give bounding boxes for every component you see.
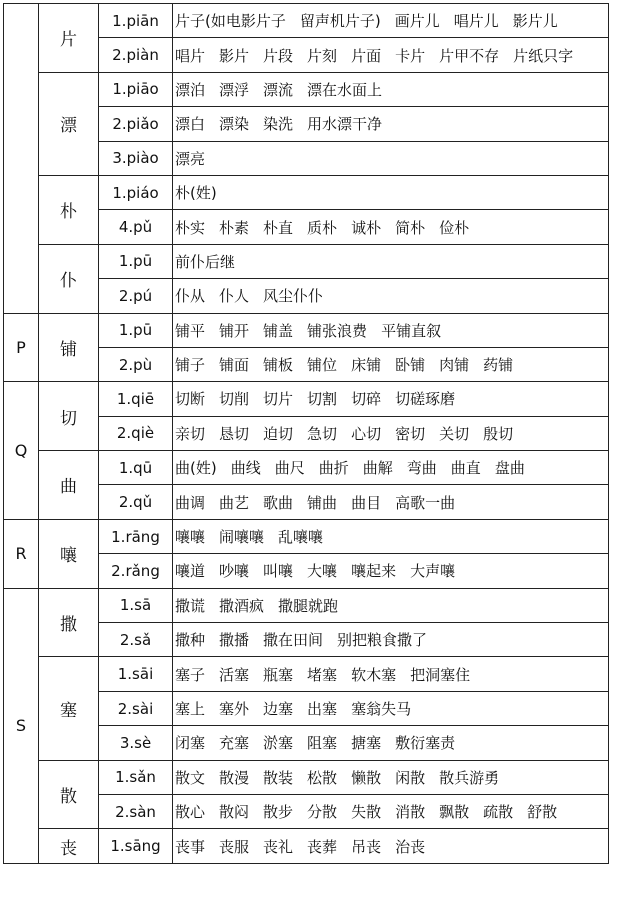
example-word: 治丧	[395, 837, 426, 856]
polyphonic-character-table	[3, 3, 609, 864]
example-word: 唱片	[175, 46, 206, 65]
character-cell: 仆	[39, 244, 99, 313]
example-word: 切断	[175, 390, 206, 409]
example-word: 撒酒疯	[219, 596, 265, 615]
example-word: 关切	[439, 424, 470, 443]
example-word: 搪塞	[351, 734, 382, 753]
pinyin-cell: 2.qiè	[99, 416, 173, 450]
example-word: 切削	[219, 390, 250, 409]
example-word: 染洗	[263, 115, 294, 134]
example-word: 前仆后继	[175, 252, 236, 271]
pinyin-cell: 2.sài	[99, 691, 173, 725]
example-words-cell	[173, 38, 609, 72]
character-cell: 丧	[39, 829, 99, 863]
example-word: 飘散	[439, 803, 470, 822]
example-word: 铺面	[219, 356, 250, 375]
example-word: 丧礼	[263, 837, 294, 856]
example-words-cell	[173, 726, 609, 760]
example-words-cell	[173, 107, 609, 141]
example-words-cell	[173, 588, 609, 622]
example-word: 散心	[175, 803, 206, 822]
character-cell: 曲	[39, 451, 99, 520]
example-word: 亲切	[175, 424, 206, 443]
example-word: 铺板	[263, 356, 294, 375]
example-word: 吊丧	[351, 837, 382, 856]
example-word: 舒散	[527, 803, 558, 822]
example-word: 铺位	[307, 356, 338, 375]
pinyin-cell: 2.qǔ	[99, 485, 173, 519]
example-word: 曲直	[450, 459, 481, 478]
example-words-cell	[173, 72, 609, 106]
example-word: 散装	[263, 768, 294, 787]
example-words-cell	[173, 175, 609, 209]
example-word: 漂亮	[175, 149, 206, 168]
example-word: 活塞	[219, 665, 250, 684]
example-word: 吵嚷	[219, 562, 250, 581]
pinyin-cell: 1.qū	[99, 451, 173, 485]
example-word: 失散	[351, 803, 382, 822]
example-word: 丧服	[219, 837, 250, 856]
example-word: 铺曲	[307, 493, 338, 512]
example-word: 床铺	[351, 356, 382, 375]
example-word: 大嚷	[307, 562, 338, 581]
example-word: 散文	[175, 768, 206, 787]
example-word: 塞上	[175, 700, 206, 718]
example-words-cell	[173, 416, 609, 450]
example-word: 撒播	[219, 631, 250, 650]
character-cell: 漂	[39, 72, 99, 175]
example-word: 铺开	[219, 321, 250, 340]
example-word: 切割	[307, 390, 338, 409]
example-word: 散漫	[219, 768, 250, 787]
example-word: 曲调	[175, 493, 206, 512]
example-word: 把洞塞住	[410, 665, 471, 684]
example-word: 撒在田间	[263, 631, 324, 650]
example-word: 漂流	[263, 80, 294, 99]
table-row	[4, 72, 609, 106]
example-words-cell	[173, 451, 609, 485]
example-word: 散步	[263, 803, 294, 822]
pinyin-cell: 1.rāng	[99, 519, 173, 553]
example-word: 懒散	[351, 768, 382, 787]
example-word: 曲折	[318, 459, 349, 478]
example-word: 撒种	[175, 631, 206, 650]
example-word: 叫嚷	[263, 562, 294, 581]
example-word: 质朴	[307, 218, 338, 237]
example-word: 切磋琢磨	[395, 390, 456, 409]
example-word: 闲散	[395, 768, 426, 787]
example-words-cell	[173, 210, 609, 244]
initial-letter-cell: S	[4, 588, 39, 863]
character-cell: 铺	[39, 313, 99, 382]
example-word: 出塞	[307, 700, 338, 718]
example-words-cell	[173, 760, 609, 794]
example-word: 影片	[219, 46, 250, 65]
example-word: 闭塞	[175, 734, 206, 753]
table-row	[4, 4, 609, 38]
table-row	[4, 829, 609, 863]
example-word: 朴(姓)	[175, 184, 217, 203]
example-word: 嚷道	[175, 562, 206, 581]
example-words-cell	[173, 347, 609, 381]
pinyin-cell: 2.piàn	[99, 38, 173, 72]
example-word: 塞子	[175, 665, 206, 684]
table-row	[4, 175, 609, 209]
example-word: 切碎	[351, 390, 382, 409]
pinyin-cell: 2.pù	[99, 347, 173, 381]
pinyin-cell: 1.pū	[99, 244, 173, 278]
example-word: 漂泊	[175, 80, 206, 99]
character-cell: 朴	[39, 175, 99, 244]
example-word: 仆人	[219, 287, 250, 306]
example-word: 软木塞	[351, 665, 397, 684]
pinyin-cell: 1.sāng	[99, 829, 173, 863]
example-word: 朴素	[219, 218, 250, 237]
example-word: 别把粮食撒了	[337, 631, 428, 650]
example-word: 边塞	[263, 700, 294, 718]
example-word: 曲线	[230, 459, 261, 478]
pinyin-cell: 2.piǎo	[99, 107, 173, 141]
example-word: 弯曲	[406, 459, 437, 478]
example-word: 撒谎	[175, 596, 206, 615]
example-words-cell	[173, 313, 609, 347]
example-word: 影片儿	[512, 12, 558, 31]
example-word: 丧葬	[307, 837, 338, 856]
pinyin-cell: 1.sā	[99, 588, 173, 622]
example-word: 乱嚷嚷	[278, 528, 324, 547]
character-cell: 塞	[39, 657, 99, 760]
example-word: 曲解	[362, 459, 393, 478]
example-word: 卧铺	[395, 356, 426, 375]
table-row	[4, 244, 609, 278]
character-cell: 嚷	[39, 519, 99, 588]
example-word: 散闷	[219, 803, 250, 822]
pinyin-cell: 3.piào	[99, 141, 173, 175]
pinyin-cell: 2.sàn	[99, 794, 173, 828]
example-word: 铺张浪费	[307, 321, 368, 340]
example-words-cell	[173, 691, 609, 725]
character-cell: 片	[39, 4, 99, 73]
example-word: 阻塞	[307, 734, 338, 753]
initial-letter-cell: P	[4, 313, 39, 382]
example-word: 铺子	[175, 356, 206, 375]
example-word: 恳切	[219, 424, 250, 443]
example-word: 风尘仆仆	[263, 287, 324, 306]
example-word: 片段	[263, 46, 294, 65]
example-word: 留声机片子)	[299, 12, 381, 31]
example-word: 曲目	[351, 493, 382, 512]
example-word: 用水漂干净	[307, 115, 383, 134]
example-word: 疏散	[483, 803, 514, 822]
example-word: 散兵游勇	[439, 768, 500, 787]
example-word: 嚷嚷	[175, 528, 206, 547]
example-words-cell	[173, 382, 609, 416]
pinyin-cell: 1.sāi	[99, 657, 173, 691]
pinyin-cell: 2.rǎng	[99, 554, 173, 588]
pinyin-cell: 1.qiē	[99, 382, 173, 416]
initial-letter-cell: R	[4, 519, 39, 588]
example-word: 肉铺	[439, 356, 470, 375]
example-word: 心切	[351, 424, 382, 443]
character-cell: 撒	[39, 588, 99, 657]
example-word: 盘曲	[494, 459, 525, 478]
example-words-cell	[173, 829, 609, 863]
example-words-cell	[173, 485, 609, 519]
example-word: 卡片	[395, 46, 426, 65]
example-word: 消散	[395, 803, 426, 822]
example-word: 片甲不存	[439, 46, 500, 65]
example-word: 瓶塞	[263, 665, 294, 684]
example-word: 密切	[395, 424, 426, 443]
example-word: 铺盖	[263, 321, 294, 340]
pinyin-cell: 1.sǎn	[99, 760, 173, 794]
table-row	[4, 382, 609, 416]
table-row	[4, 451, 609, 485]
example-word: 分散	[307, 803, 338, 822]
table-row	[4, 519, 609, 553]
pinyin-cell: 2.sǎ	[99, 623, 173, 657]
example-word: 撒腿就跑	[278, 596, 339, 615]
example-word: 朴实	[175, 218, 206, 237]
example-word: 仆从	[175, 287, 206, 306]
table-row	[4, 760, 609, 794]
example-word: 淤塞	[263, 734, 294, 753]
example-word: 曲(姓)	[175, 459, 217, 478]
example-word: 药铺	[483, 356, 514, 375]
pinyin-cell: 4.pǔ	[99, 210, 173, 244]
example-word: 片面	[351, 46, 382, 65]
example-word: 曲艺	[219, 493, 250, 512]
example-word: 歌曲	[263, 493, 294, 512]
pinyin-cell: 3.sè	[99, 726, 173, 760]
character-cell: 散	[39, 760, 99, 829]
example-words-cell	[173, 279, 609, 313]
example-word: 片子(如电影片子	[175, 12, 286, 31]
example-words-cell	[173, 794, 609, 828]
example-word: 嚷起来	[351, 562, 397, 581]
example-word: 唱片儿	[453, 12, 499, 31]
example-word: 漂白	[175, 115, 206, 134]
example-word: 塞外	[219, 700, 250, 718]
example-word: 高歌一曲	[395, 493, 456, 512]
example-words-cell	[173, 141, 609, 175]
table-body	[4, 4, 609, 864]
example-word: 画片儿	[394, 12, 440, 31]
example-words-cell	[173, 244, 609, 278]
pinyin-cell: 1.pū	[99, 313, 173, 347]
example-word: 迫切	[263, 424, 294, 443]
example-words-cell	[173, 519, 609, 553]
example-words-cell	[173, 554, 609, 588]
pinyin-cell: 1.piān	[99, 4, 173, 38]
pinyin-cell: 2.pú	[99, 279, 173, 313]
example-word: 堵塞	[307, 665, 338, 684]
example-word: 俭朴	[439, 218, 470, 237]
example-word: 急切	[307, 424, 338, 443]
example-word: 片纸只字	[513, 46, 574, 65]
example-words-cell	[173, 4, 609, 38]
example-word: 铺平	[175, 321, 206, 340]
example-word: 闹嚷嚷	[219, 528, 265, 547]
example-word: 漂染	[219, 115, 250, 134]
example-word: 曲尺	[274, 459, 305, 478]
initial-letter-cell: Q	[4, 382, 39, 520]
example-word: 片刻	[307, 46, 338, 65]
example-word: 漂浮	[219, 80, 250, 99]
example-word: 漂在水面上	[307, 80, 383, 99]
character-cell: 切	[39, 382, 99, 451]
example-words-cell	[173, 657, 609, 691]
example-word: 切片	[263, 390, 294, 409]
pinyin-cell: 1.piáo	[99, 175, 173, 209]
example-word: 大声嚷	[410, 562, 456, 581]
example-word: 诚朴	[351, 218, 382, 237]
pinyin-cell: 1.piāo	[99, 72, 173, 106]
example-word: 丧事	[175, 837, 206, 856]
example-words-cell	[173, 623, 609, 657]
example-word: 朴直	[263, 218, 294, 237]
example-word: 敷衍塞责	[395, 734, 456, 753]
initial-letter-cell	[4, 4, 39, 314]
example-word: 松散	[307, 768, 338, 787]
example-word: 平铺直叙	[381, 321, 442, 340]
table-row	[4, 588, 609, 622]
table-row	[4, 657, 609, 691]
example-word: 简朴	[395, 218, 426, 237]
example-word: 充塞	[219, 734, 250, 753]
example-word: 塞翁失马	[351, 700, 412, 718]
table-row	[4, 313, 609, 347]
example-word: 殷切	[483, 424, 514, 443]
